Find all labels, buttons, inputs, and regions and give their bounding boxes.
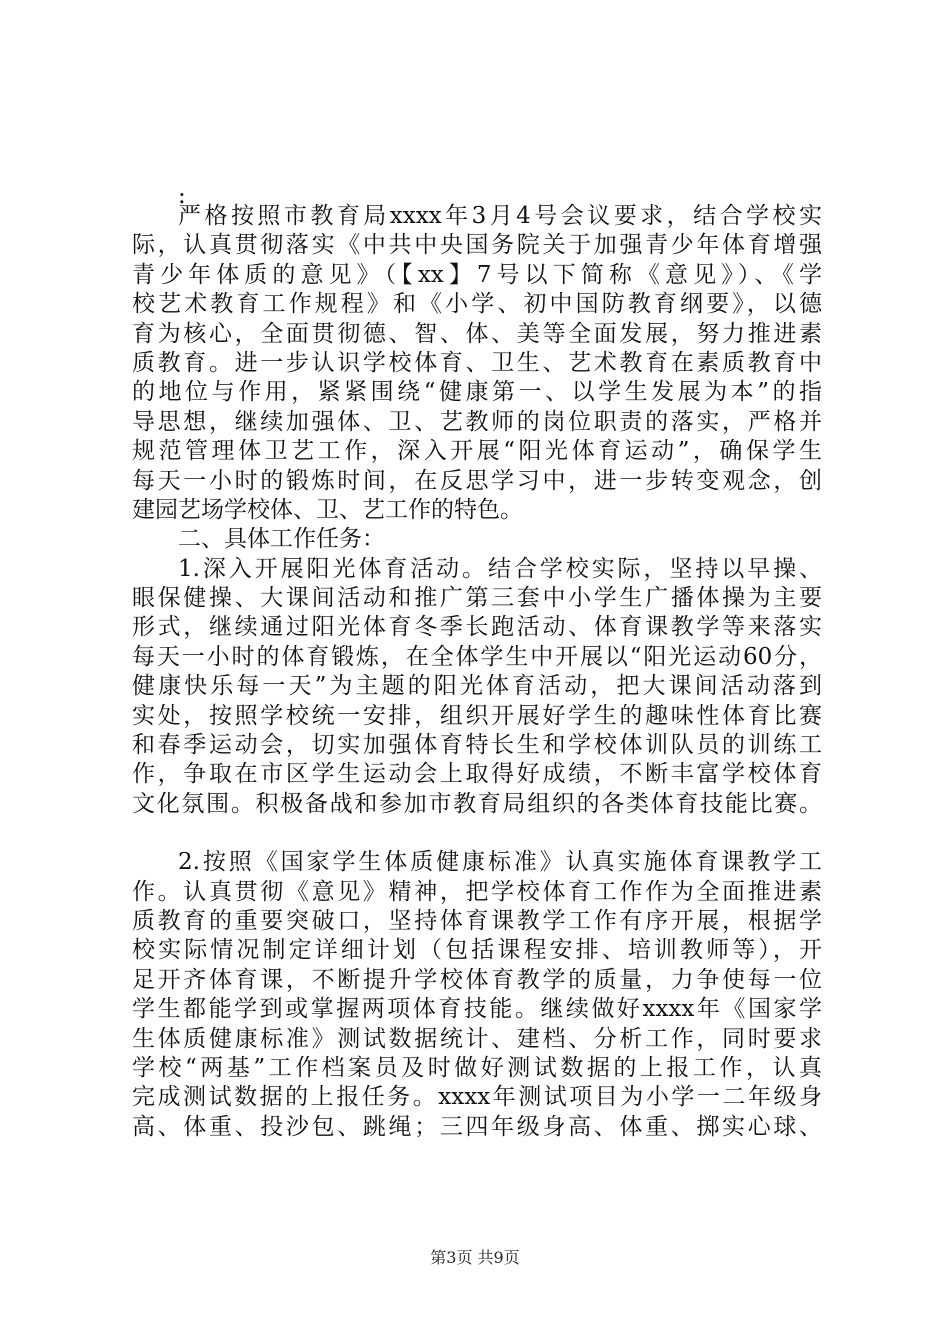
text-line: 完成测试数据的上报任务。xxxx年测试项目为小学一二年级身 xyxy=(132,1084,822,1111)
text-line: 严格按照市教育局xxxx年3月4号会议要求，结合学校实 xyxy=(178,203,822,229)
text-line: 的地位与作用，紧紧围绕“健康第一、以学生发展为本”的指 xyxy=(132,379,822,406)
text-line: 作，争取在市区学生运动会上取得好成绩，不断丰富学校体育 xyxy=(132,761,822,788)
text-line: 形式，继续通过阳光体育冬季长跑活动、体育课教学等来落实 xyxy=(132,614,822,641)
text-line: 青少年体质的意见》（【xx】7号以下简称《意见》）、《学 xyxy=(132,261,822,288)
paragraph-task-2 xyxy=(132,848,822,1142)
text-line: 足开齐体育课，不断提升学校体育教学的质量，力争使每一位 xyxy=(132,966,822,993)
text-line: 眼保健操、大课间活动和推广第三套中小学生广播体操为主要 xyxy=(132,585,822,612)
text-line: 和春季运动会，切实加强体育特长生和学校体训队员的训练工 xyxy=(132,732,822,759)
text-line: 生体质健康标准》测试数据统计、建档、分析工作，同时要求 xyxy=(132,1025,822,1052)
text-line: 每天一小时的锻炼时间，在反思学习中，进一步转变观念，创 xyxy=(132,467,822,494)
paragraph-task-1 xyxy=(132,555,822,820)
text-line: 质教育的重要突破口，坚持体育课教学工作有序开展，根据学 xyxy=(132,907,822,934)
text-line: 规范管理体卫艺工作，深入开展“阳光体育运动”，确保学生 xyxy=(132,438,822,465)
text-line: 校实际情况制定详细计划（包括课程安排、培训教师等），开 xyxy=(132,937,822,964)
document-body xyxy=(132,182,822,1142)
text-line: 1.深入开展阳光体育活动。结合学校实际，坚持以早操、 xyxy=(178,555,822,582)
section-heading: 二、具体工作任务： xyxy=(178,526,385,553)
text-line: 质教育。进一步认识学校体育、卫生、艺术教育在素质教育中 xyxy=(132,349,822,376)
text-line: 育为核心，全面贯彻德、智、体、美等全面发展，努力推进素 xyxy=(132,320,822,347)
page-number: 第3页 共9页 xyxy=(430,1248,520,1267)
leading-colon: : xyxy=(178,183,186,209)
text-line: 高、体重、投沙包、跳绳；三四年级身高、体重、掷实心球、 xyxy=(132,1113,822,1140)
text-line: 健康快乐每一天”为主题的阳光体育活动，把大课间活动落到 xyxy=(132,673,822,700)
text-line: 学校“两基”工作档案员及时做好测试数据的上报工作，认真 xyxy=(132,1054,822,1081)
text-line: 学生都能学到或掌握两项体育技能。继续做好xxxx年《国家学 xyxy=(132,996,822,1023)
text-line: 校艺术教育工作规程》和《小学、初中国防教育纲要》，以德 xyxy=(132,291,822,318)
paragraph-intro xyxy=(132,202,822,525)
text-line: 建园艺场学校体、卫、艺工作的特色。 xyxy=(132,496,523,523)
text-line: 作。认真贯彻《意见》精神，把学校体育工作作为全面推进素 xyxy=(132,878,822,905)
text-line: 导思想，继续加强体、卫、艺教师的岗位职责的落实，严格并 xyxy=(132,408,822,435)
text-line: 2.按照《国家学生体质健康标准》认真实施体育课教学工 xyxy=(178,849,822,876)
text-line: 实处，按照学校统一安排，组织开展好学生的趣味性体育比赛 xyxy=(132,702,822,729)
text-line: 际，认真贯彻落实《中共中央国务院关于加强青少年体育增强 xyxy=(132,232,822,259)
text-line: 文化氛围。积极备战和参加市教育局组织的各类体育技能比赛。 xyxy=(132,790,822,817)
text-line: 每天一小时的体育锻炼，在全体学生中开展以“阳光运动60分， xyxy=(132,643,822,670)
paragraph-spacer xyxy=(132,819,822,848)
